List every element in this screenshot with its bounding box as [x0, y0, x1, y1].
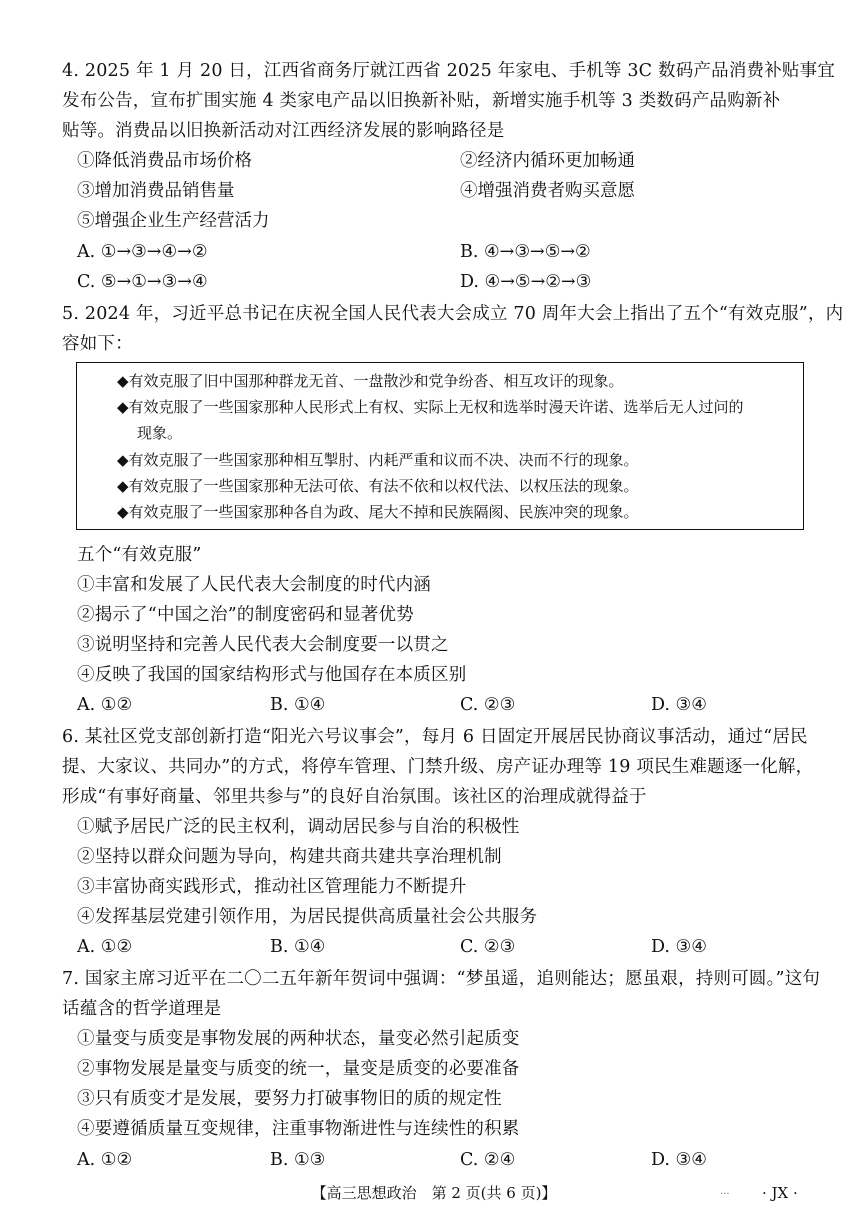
q5-item: ②揭示了“中国之治”的制度密码和显著优势	[77, 605, 414, 625]
footer-dots: ...	[720, 1186, 730, 1197]
q6-stem-line: 形成“有事好商量、邻里共参与”的良好自治氛围。该社区的治理成就得益于	[62, 787, 647, 807]
q5-stem-line: 容如下：	[62, 334, 133, 354]
q7-item: ④要遵循质量互变规律，注重事物渐进性与连续性的积累	[77, 1119, 520, 1139]
page-footer: 【高三思想政治 第 2 页(共 6 页)】	[311, 1184, 557, 1202]
footer-code: · JX ·	[762, 1184, 798, 1202]
q4-stem-line: 4. 2025 年 1 月 20 日，江西省商务厅就江西省 2025 年家电、手机等 3C 数码产品消费补贴事宜	[62, 61, 836, 81]
q6-option-d: D. ③④	[651, 937, 707, 957]
q4-option-c: C. ⑤→①→③→④	[77, 272, 208, 292]
quote-box-line: ◆有效克服了一些国家那种相互掣肘、内耗严重和议而不决、决而不行的现象。	[117, 451, 639, 469]
q7-option-d: D. ③④	[651, 1150, 707, 1170]
quote-box	[76, 362, 804, 530]
q4-option-b: B. ④→③→⑤→②	[460, 242, 591, 262]
q4-stem-line: 贴等。消费品以旧换新活动对江西经济发展的影响路径是	[62, 121, 505, 141]
q5-option-b: B. ①④	[270, 695, 326, 715]
q6-item: ①赋予居民广泛的民主权利，调动居民参与自治的积极性	[77, 817, 520, 837]
q5-option-a: A. ①②	[77, 695, 133, 715]
q5-item: ③说明坚持和完善人民代表大会制度要一以贯之	[77, 635, 449, 655]
q4-option-d: D. ④→⑤→②→③	[460, 272, 592, 292]
q6-item: ②坚持以群众问题为导向，构建共商共建共享治理机制	[77, 847, 502, 867]
q5-item: ④反映了我国的国家结构形式与他国存在本质区别	[77, 665, 467, 685]
q6-item: ④发挥基层党建引领作用，为居民提供高质量社会公共服务	[77, 907, 538, 927]
q5-stem-line: 5. 2024 年，习近平总书记在庆祝全国人民代表大会成立 70 周年大会上指出了五个“有效克服”，内	[62, 304, 844, 324]
q5-option-d: D. ③④	[651, 695, 707, 715]
quote-box-line: 现象。	[137, 424, 183, 442]
q5-item: ①丰富和发展了人民代表大会制度的时代内涵	[77, 575, 431, 595]
q6-item: ③丰富协商实践形式，推动社区管理能力不断提升	[77, 877, 467, 897]
q7-stem-line: 话蕴含的哲学道理是	[62, 999, 222, 1019]
q4-item: ④增强消费者购买意愿	[460, 181, 635, 201]
q5-option-c: C. ②③	[460, 695, 516, 715]
q7-option-c: C. ②④	[460, 1150, 516, 1170]
q4-item: ③增加消费品销售量	[77, 181, 235, 201]
q4-item: ⑤增强企业生产经营活力	[77, 211, 270, 231]
q7-item: ②事物发展是量变与质变的统一，量变是质变的必要准备	[77, 1059, 520, 1079]
q7-item: ①量变与质变是事物发展的两种状态，量变必然引起质变	[77, 1029, 520, 1049]
q6-option-a: A. ①②	[77, 937, 133, 957]
q4-option-a: A. ①→③→④→②	[77, 242, 208, 262]
q6-option-b: B. ①④	[270, 937, 326, 957]
q7-item: ③只有质变才是发展，要努力打破事物旧的质的规定性	[77, 1089, 502, 1109]
q5-lead: 五个“有效克服”	[77, 545, 202, 565]
quote-box-line: ◆有效克服了一些国家那种人民形式上有权、实际上无权和选举时漫天许诺、选举后无人过问的	[117, 398, 744, 416]
q7-stem-line: 7. 国家主席习近平在二〇二五年新年贺词中强调：“梦虽遥，追则能达；愿虽艰，持则可圆。”这句	[62, 969, 821, 989]
q6-stem-line: 提、大家议、共同办”的方式，将停车管理、门禁升级、房产证办理等 19 项民生难题逐一化解，	[62, 757, 814, 777]
q7-option-b: B. ①③	[270, 1150, 326, 1170]
quote-box-line: ◆有效克服了一些国家那种各自为政、尾大不掉和民族隔阂、民族冲突的现象。	[117, 503, 639, 521]
q4-stem-line: 发布公告，宣布扩围实施 4 类家电产品以旧换新补贴，新增实施手机等 3 类数码产品购新补	[62, 91, 781, 111]
q6-option-c: C. ②③	[460, 937, 516, 957]
q6-stem-line: 6. 某社区党支部创新打造“阳光六号议事会”，每月 6 日固定开展居民协商议事活动，通过“居民	[62, 727, 808, 747]
q4-item: ①降低消费品市场价格	[77, 151, 252, 171]
q7-option-a: A. ①②	[77, 1150, 133, 1170]
quote-box-line: ◆有效克服了旧中国那种群龙无首、一盘散沙和党争纷沓、相互攻讦的现象。	[117, 372, 624, 390]
quote-box-line: ◆有效克服了一些国家那种无法可依、有法不依和以权代法、以权压法的现象。	[117, 477, 639, 495]
q4-item: ②经济内循环更加畅通	[460, 151, 635, 171]
